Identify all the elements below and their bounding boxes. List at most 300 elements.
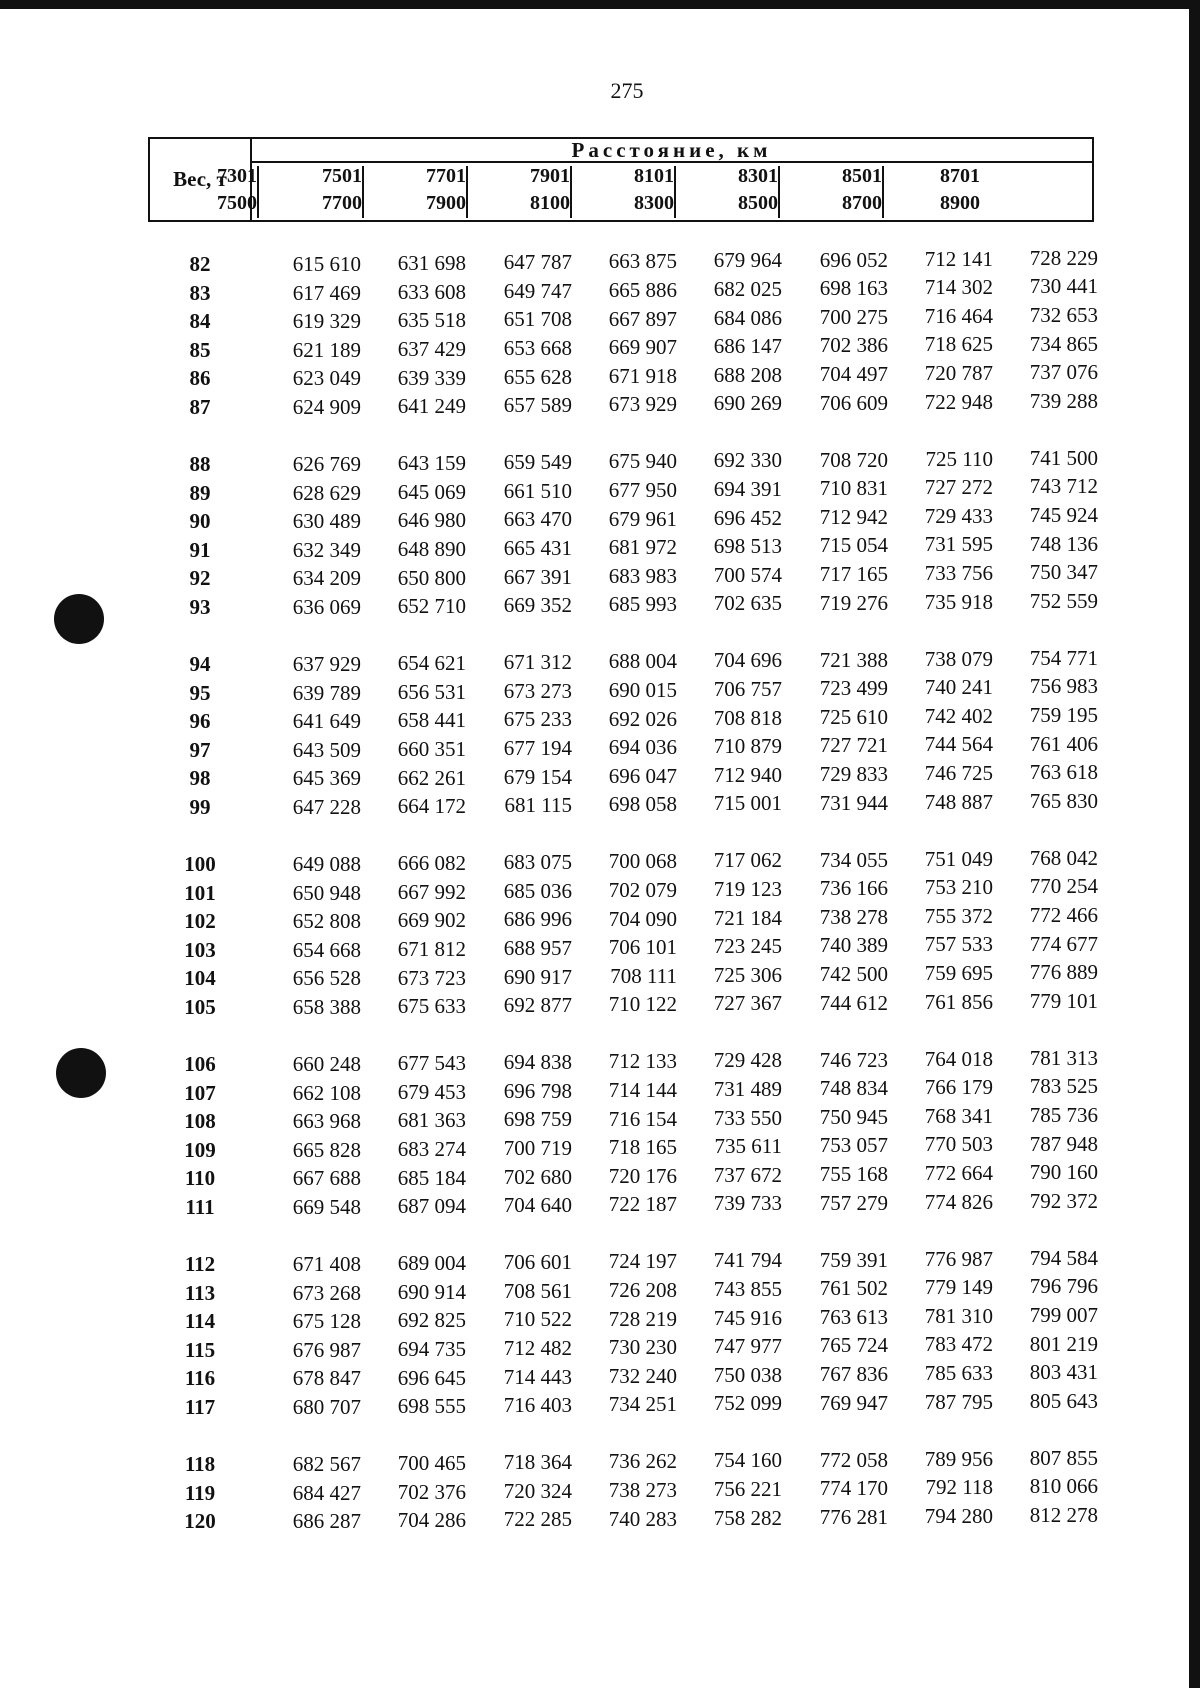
weight-cell: 89 [189,480,211,505]
value-cell: 628 629 [292,480,361,505]
value-cell: 735 918 [924,589,993,614]
weight-cell: 105 [184,995,216,1019]
value-cell: 700 465 [397,1451,466,1476]
value-cell: 634 209 [292,566,361,591]
weight-cell: 88 [189,452,211,476]
value-cell: 750 945 [819,1104,888,1129]
weight-cell: 114 [184,1309,216,1334]
value-cell: 807 855 [1029,1445,1098,1470]
value-cell: 641 249 [397,394,466,419]
value-cell: 720 787 [924,361,993,385]
value-cell: 654 668 [292,937,361,962]
value-cell: 812 278 [1029,1502,1098,1527]
distance-range-header [676,163,780,220]
value-cell: 787 948 [1029,1131,1098,1156]
distance-range-from: 8301 [738,165,778,187]
value-cell: 700 068 [608,849,677,874]
value-cell: 740 389 [819,933,888,958]
value-cell: 677 543 [397,1051,466,1076]
value-cell: 712 940 [713,762,782,787]
distance-range-from: 7701 [426,165,466,187]
value-cell: 803 431 [1029,1360,1098,1385]
value-cell: 671 408 [292,1252,361,1276]
value-cell: 708 561 [503,1278,572,1303]
weight-cell: 107 [184,1080,216,1105]
distance-range-to: 8100 [530,192,570,214]
value-cell: 781 313 [1029,1045,1098,1070]
value-cell: 658 441 [397,708,466,733]
value-cell: 626 769 [292,452,361,476]
distance-range-to: 8700 [842,192,882,214]
value-cell: 702 635 [713,591,782,616]
value-cell: 673 268 [292,1280,361,1305]
value-cell: 718 165 [608,1135,677,1160]
value-cell: 754 771 [1029,645,1098,670]
value-cell: 746 725 [924,761,993,785]
value-cell: 698 555 [397,1394,466,1419]
value-cell: 745 916 [713,1305,782,1330]
page-number: 275 [610,78,644,103]
distance-range-header [260,163,364,220]
value-cell: 692 825 [397,1308,466,1333]
weight-cell: 108 [184,1109,216,1134]
value-cell: 761 406 [1029,731,1098,756]
weight-cell: 86 [189,366,211,391]
value-cell: 648 890 [397,536,466,561]
value-cell: 741 794 [713,1248,782,1273]
value-cell: 710 122 [608,992,677,1017]
value-cell: 692 026 [608,706,677,731]
value-cell: 720 324 [503,1478,572,1503]
value-cell: 712 482 [503,1336,572,1360]
table-header [148,137,1094,222]
value-cell: 712 942 [819,504,888,529]
value-cell: 631 698 [397,251,466,276]
value-cell: 675 233 [503,707,572,732]
value-cell: 652 808 [292,909,361,934]
value-cell: 650 800 [397,565,466,590]
value-cell: 706 609 [819,390,888,415]
value-cell: 643 509 [292,737,361,762]
value-cell: 763 618 [1029,760,1098,785]
value-cell: 679 154 [503,764,572,789]
value-cell: 754 160 [713,1448,782,1473]
value-cell: 738 278 [819,904,888,929]
value-cell: 744 612 [819,990,888,1015]
value-cell: 801 219 [1029,1331,1098,1356]
weight-cell: 110 [184,1166,216,1191]
value-cell: 736 166 [819,876,888,901]
value-cell: 728 229 [1029,245,1098,270]
value-cell: 692 330 [713,448,782,473]
value-cell: 765 724 [819,1333,888,1358]
range-divider [257,166,259,218]
value-cell: 742 500 [819,961,888,986]
value-cell: 785 633 [924,1361,993,1385]
value-cell: 702 376 [397,1479,466,1504]
distance-range-from: 7901 [530,165,570,187]
value-cell: 636 069 [292,595,361,619]
value-cell: 696 452 [713,505,782,530]
value-cell: 630 489 [292,509,361,534]
value-cell: 689 004 [397,1251,466,1276]
weight-cell: 109 [184,1137,216,1162]
value-cell: 756 221 [713,1477,782,1501]
value-cell: 683 983 [608,563,677,588]
value-cell: 743 712 [1029,474,1098,499]
value-cell: 694 838 [503,1050,572,1075]
value-cell: 719 276 [819,590,888,615]
value-cell: 675 128 [292,1309,361,1334]
value-cell: 665 431 [503,536,572,560]
value-cell: 737 076 [1029,360,1098,385]
weight-cell: 118 [184,1452,216,1476]
value-cell: 688 208 [713,362,782,387]
value-cell: 694 036 [608,735,677,760]
value-cell: 651 708 [503,307,572,332]
value-cell: 694 391 [713,477,782,501]
value-cell: 669 902 [397,908,466,933]
value-cell: 772 466 [1029,902,1098,927]
value-cell: 715 054 [819,533,888,558]
weight-column-header: Вес, т [150,139,252,220]
distance-range-header [572,163,676,220]
value-cell: 694 735 [397,1336,466,1361]
weight-cell: 116 [184,1366,216,1391]
value-cell: 690 914 [397,1279,466,1304]
value-cell: 690 015 [608,677,677,702]
value-cell: 682 567 [292,1452,361,1476]
value-cell: 690 917 [503,964,572,989]
value-cell: 727 367 [713,991,782,1016]
value-cell: 767 836 [819,1361,888,1386]
table-row [0,1188,1200,1221]
value-cell: 774 677 [1029,931,1098,956]
value-cell: 690 269 [713,391,782,416]
weight-cell: 91 [189,537,211,562]
value-cell: 722 187 [608,1192,677,1217]
value-cell: 785 736 [1029,1102,1098,1127]
distance-range-from: 7301 [217,165,257,187]
weight-cell: 100 [184,852,216,876]
value-cell: 677 950 [608,477,677,502]
value-cell: 721 388 [819,647,888,672]
value-cell: 722 285 [503,1507,572,1532]
distance-range-to: 7500 [217,192,257,214]
value-cell: 732 240 [608,1363,677,1388]
value-cell: 768 042 [1029,845,1098,870]
value-cell: 721 184 [713,905,782,930]
value-cell: 696 645 [397,1365,466,1390]
value-cell: 673 723 [397,965,466,990]
value-cell: 655 628 [503,364,572,389]
value-cell: 759 195 [1029,702,1098,727]
value-cell: 799 007 [1029,1302,1098,1327]
value-cell: 667 688 [292,1166,361,1191]
value-cell: 796 796 [1029,1274,1098,1299]
value-cell: 727 721 [819,733,888,758]
value-cell: 700 719 [503,1136,572,1160]
value-cell: 725 110 [925,446,993,471]
value-cell: 681 363 [397,1108,466,1133]
value-cell: 663 470 [503,507,572,532]
value-cell: 700 275 [819,304,888,329]
value-cell: 731 944 [819,790,888,815]
distance-range-header [468,163,572,220]
value-cell: 794 584 [1029,1245,1098,1270]
value-cell: 617 469 [292,280,361,305]
value-cell: 688 957 [503,936,572,960]
weight-cell: 93 [189,595,211,619]
weight-cell: 112 [184,1252,216,1276]
value-cell: 776 281 [819,1504,888,1529]
value-cell: 742 402 [924,703,993,728]
value-cell: 722 948 [924,389,993,414]
value-cell: 649 088 [292,852,361,876]
value-cell: 671 918 [608,363,677,388]
value-cell: 779 149 [924,1275,993,1300]
value-cell: 704 497 [819,361,888,386]
value-cell: 621 189 [292,337,361,362]
value-cell: 667 992 [397,879,466,904]
value-cell: 706 757 [713,677,782,701]
weight-cell: 117 [184,1395,216,1419]
value-cell: 702 079 [608,877,677,902]
value-cell: 656 531 [397,679,466,704]
value-cell: 731 595 [924,532,993,557]
value-cell: 739 733 [713,1191,782,1216]
value-cell: 653 668 [503,336,572,360]
value-cell: 669 352 [503,593,572,618]
weight-cell: 106 [184,1052,216,1076]
value-cell: 685 184 [397,1165,466,1190]
value-cell: 669 907 [608,335,677,360]
value-cell: 733 756 [924,561,993,585]
weight-cell: 102 [184,909,216,934]
value-cell: 776 889 [1029,960,1098,985]
value-cell: 671 312 [503,650,572,675]
value-cell: 720 176 [608,1163,677,1188]
value-cell: 726 208 [608,1277,677,1302]
value-cell: 744 564 [924,732,993,757]
value-cell: 730 441 [1029,274,1098,299]
value-cell: 745 924 [1029,502,1098,527]
weight-cell: 111 [185,1195,215,1219]
distance-range-from: 8701 [940,165,980,187]
distance-range-from: 8501 [842,165,882,187]
value-cell: 732 653 [1029,302,1098,327]
value-cell: 733 550 [713,1105,782,1130]
value-cell: 667 897 [608,306,677,331]
value-cell: 661 510 [503,478,572,503]
value-cell: 637 929 [292,652,361,676]
value-cell: 738 273 [608,1477,677,1502]
table-row [0,1388,1200,1421]
value-cell: 743 855 [713,1277,782,1301]
distance-range-to: 7900 [426,192,466,214]
value-cell: 714 144 [608,1077,677,1102]
weight-cell: 101 [184,880,216,905]
value-cell: 645 069 [397,479,466,504]
value-cell: 761 856 [924,989,993,1014]
value-cell: 723 499 [819,676,888,701]
value-cell: 615 610 [292,252,361,276]
value-cell: 696 052 [819,247,888,272]
value-cell: 710 879 [713,734,782,759]
value-cell: 738 079 [924,646,993,671]
weight-cell: 87 [189,395,211,419]
value-cell: 692 877 [503,993,572,1018]
value-cell: 710 831 [819,476,888,501]
value-cell: 708 720 [819,447,888,472]
value-cell: 667 391 [503,564,572,589]
value-cell: 686 147 [713,334,782,359]
value-cell: 686 287 [292,1509,361,1534]
value-cell: 681 115 [504,793,572,818]
value-cell: 761 502 [819,1276,888,1301]
value-cell: 696 047 [608,763,677,788]
value-cell: 706 101 [608,935,677,960]
value-cell: 649 747 [503,278,572,303]
value-cell: 708 818 [713,705,782,730]
value-cell: 704 696 [713,648,782,673]
distance-range-to: 7700 [322,192,362,214]
value-cell: 679 961 [608,506,677,531]
value-cell: 759 695 [924,961,993,985]
value-cell: 759 391 [819,1247,888,1272]
distance-range-header [878,163,982,220]
value-cell: 698 163 [819,276,888,301]
value-cell: 663 875 [608,249,677,274]
value-cell: 685 036 [503,878,572,903]
value-cell: 633 608 [397,279,466,304]
value-cell: 702 386 [819,333,888,358]
value-cell: 671 812 [397,936,466,961]
value-cell: 686 996 [503,907,572,932]
value-cell: 673 929 [608,392,677,417]
value-cell: 718 625 [924,332,993,357]
distance-group-header: Расстояние, км [251,139,1092,163]
weight-cell: 82 [189,252,211,276]
value-cell: 684 427 [292,1480,361,1505]
value-cell: 789 956 [924,1446,993,1471]
value-cell: 716 403 [503,1393,572,1418]
weight-cell: 97 [189,737,211,762]
value-cell: 664 172 [397,794,466,819]
weight-cell: 99 [189,795,211,819]
value-cell: 652 710 [397,594,466,619]
value-cell: 673 273 [503,678,572,703]
value-cell: 750 347 [1029,560,1098,585]
value-cell: 774 826 [924,1189,993,1214]
value-cell: 683 075 [503,850,572,875]
value-cell: 643 159 [397,451,466,476]
weight-cell: 115 [184,1337,216,1362]
value-cell: 746 723 [819,1047,888,1072]
value-cell: 752 559 [1029,588,1098,613]
value-cell: 704 286 [397,1508,466,1533]
value-cell: 805 643 [1029,1388,1098,1413]
value-cell: 737 672 [713,1162,782,1187]
value-cell: 710 522 [503,1307,572,1332]
value-cell: 716 154 [608,1106,677,1131]
value-cell: 723 245 [713,934,782,959]
table-row [0,1502,1200,1535]
value-cell: 624 909 [292,395,361,419]
value-cell: 677 194 [503,736,572,760]
value-cell: 734 055 [819,847,888,872]
value-cell: 623 049 [292,366,361,391]
table-row [0,988,1200,1021]
value-cell: 632 349 [292,537,361,562]
value-cell: 718 364 [503,1450,572,1475]
weight-cell: 120 [184,1509,216,1534]
value-cell: 781 310 [924,1303,993,1328]
value-cell: 682 025 [713,277,782,301]
value-cell: 731 489 [713,1077,782,1101]
value-cell: 637 429 [397,336,466,361]
value-cell: 678 847 [292,1366,361,1391]
value-cell: 684 086 [713,305,782,330]
value-cell: 736 262 [608,1449,677,1474]
value-cell: 683 274 [397,1136,466,1161]
weight-cell: 103 [184,937,216,962]
weight-cell: 92 [189,566,211,591]
distance-range-header [364,163,468,220]
value-cell: 766 179 [924,1075,993,1100]
value-cell: 735 611 [714,1134,782,1159]
value-cell: 688 004 [608,649,677,674]
value-cell: 665 828 [292,1137,361,1162]
value-cell: 764 018 [924,1046,993,1071]
value-cell: 772 058 [819,1447,888,1472]
value-cell: 698 513 [713,534,782,559]
value-cell: 750 038 [713,1362,782,1387]
value-cell: 712 133 [608,1049,677,1074]
table-row [0,588,1200,621]
value-cell: 753 057 [819,1133,888,1158]
value-cell: 645 369 [292,766,361,791]
value-cell: 729 433 [924,503,993,528]
value-cell: 810 066 [1029,1474,1098,1499]
value-cell: 725 306 [713,962,782,987]
distance-range-to: 8300 [634,192,674,214]
weight-cell: 104 [184,966,216,991]
value-cell: 639 789 [292,680,361,705]
value-cell: 740 283 [608,1506,677,1531]
value-cell: 792 372 [1029,1188,1098,1213]
value-cell: 724 197 [608,1249,677,1274]
value-cell: 757 279 [819,1190,888,1215]
weight-cell: 119 [184,1480,216,1505]
value-cell: 770 503 [924,1132,993,1157]
value-cell: 702 680 [503,1164,572,1189]
value-cell: 772 664 [924,1161,993,1185]
value-cell: 681 972 [608,535,677,560]
value-cell: 752 099 [713,1391,782,1416]
value-cell: 675 633 [397,994,466,1019]
value-cell: 700 574 [713,562,782,587]
value-cell: 769 947 [819,1390,888,1415]
value-cell: 662 108 [292,1080,361,1105]
value-cell: 676 987 [292,1337,361,1362]
value-cell: 748 887 [924,789,993,814]
value-cell: 730 230 [608,1335,677,1360]
value-cell: 680 707 [292,1395,361,1419]
value-cell: 647 787 [503,250,572,275]
value-cell: 696 798 [503,1078,572,1103]
value-cell: 717 062 [713,848,782,873]
